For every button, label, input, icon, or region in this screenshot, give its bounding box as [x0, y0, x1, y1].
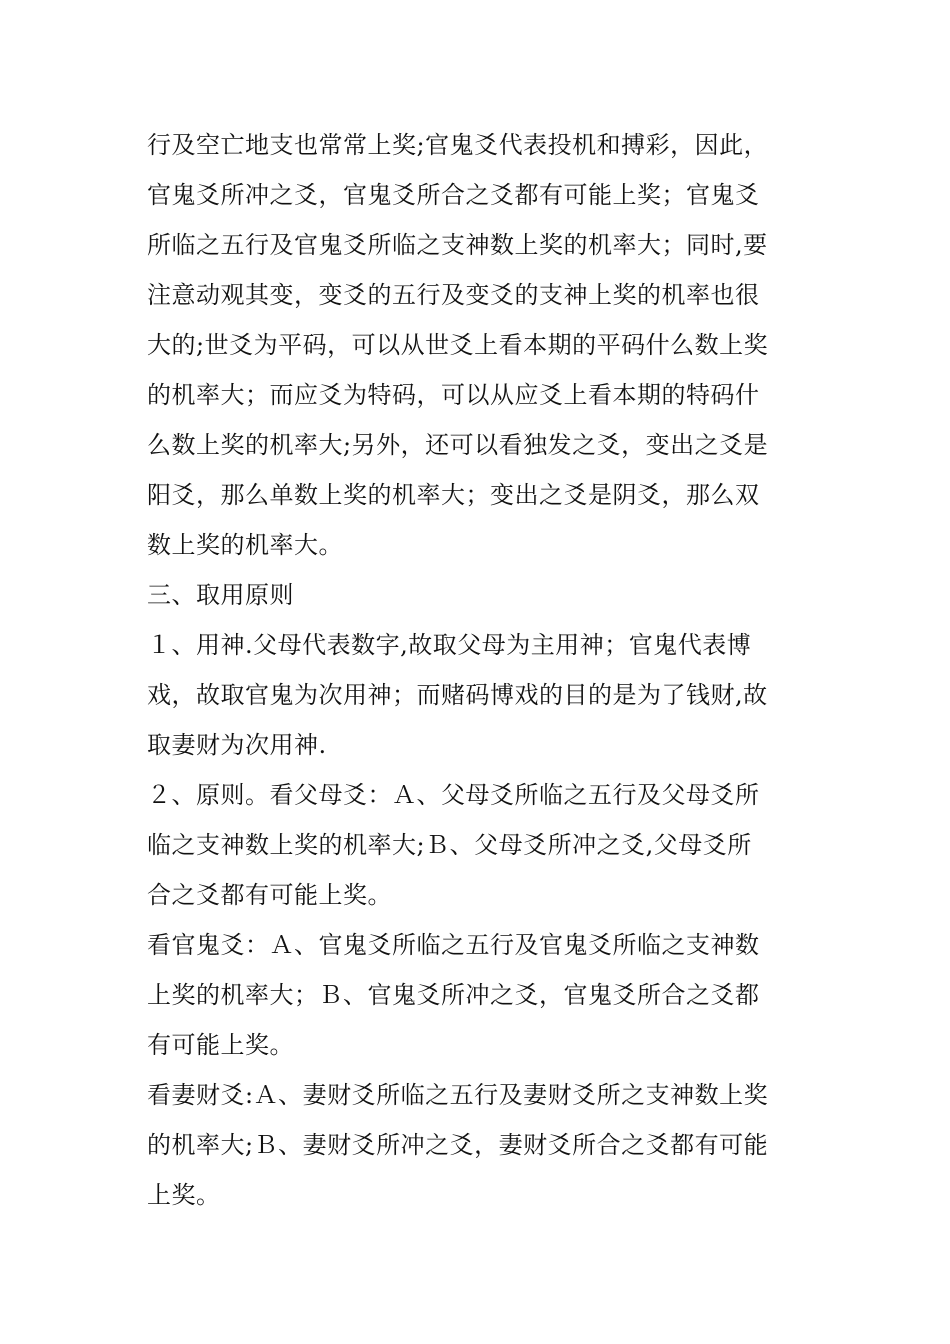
- text-line: 大的;世爻为平码，可以从世爻上看本期的平码什么数上奖: [147, 331, 769, 359]
- text-line: 数上奖的机率大。: [147, 531, 343, 559]
- text-line: １、用神.父母代表数字,故取父母为主用神；官鬼代表博: [147, 631, 752, 659]
- text-line: 注意动观其变，变爻的五行及变爻的支神上奖的机率也很: [147, 281, 760, 309]
- text-line: 取妻财为次用神.: [147, 731, 327, 759]
- document-body: [147, 120, 807, 1220]
- text-line: 的机率大；而应爻为特码，可以从应爻上看本期的特码什: [147, 381, 760, 409]
- text-line: 戏，故取官鬼为次用神；而赌码博戏的目的是为了钱财,故: [147, 681, 768, 709]
- text-line: 阳爻，那么单数上奖的机率大；变出之爻是阴爻，那么双: [147, 481, 760, 509]
- text-line: 合之爻都有可能上奖。: [147, 881, 392, 909]
- text-line: 么数上奖的机率大;另外，还可以看独发之爻，变出之爻是: [147, 431, 769, 459]
- text-line: ２、原则。看父母爻：Ａ、父母爻所临之五行及父母爻所: [147, 781, 760, 809]
- text-line: 官鬼爻所冲之爻，官鬼爻所合之爻都有可能上奖；官鬼爻: [147, 181, 760, 209]
- text-line: 上奖的机率大；Ｂ、官鬼爻所冲之爻，官鬼爻所合之爻都: [147, 981, 760, 1009]
- text-line: 的机率大;Ｂ、妻财爻所冲之爻，妻财爻所合之爻都有可能: [147, 1131, 769, 1159]
- text-line: 看妻财爻:Ａ、妻财爻所临之五行及妻财爻所之支神数上奖: [147, 1081, 769, 1109]
- section-heading: 三、取用原则: [147, 581, 294, 609]
- text-line: 所临之五行及官鬼爻所临之支神数上奖的机率大；同时,要: [147, 231, 768, 259]
- text-line: 临之支神数上奖的机率大;Ｂ、父母爻所冲之爻,父母爻所: [147, 831, 752, 859]
- text-line: 上奖。: [147, 1181, 221, 1209]
- text-line: 行及空亡地支也常常上奖;官鬼爻代表投机和搏彩，因此，: [147, 131, 769, 159]
- text-line: 有可能上奖。: [147, 1031, 294, 1059]
- text-line: 看官鬼爻：Ａ、官鬼爻所临之五行及官鬼爻所临之支神数: [147, 931, 760, 959]
